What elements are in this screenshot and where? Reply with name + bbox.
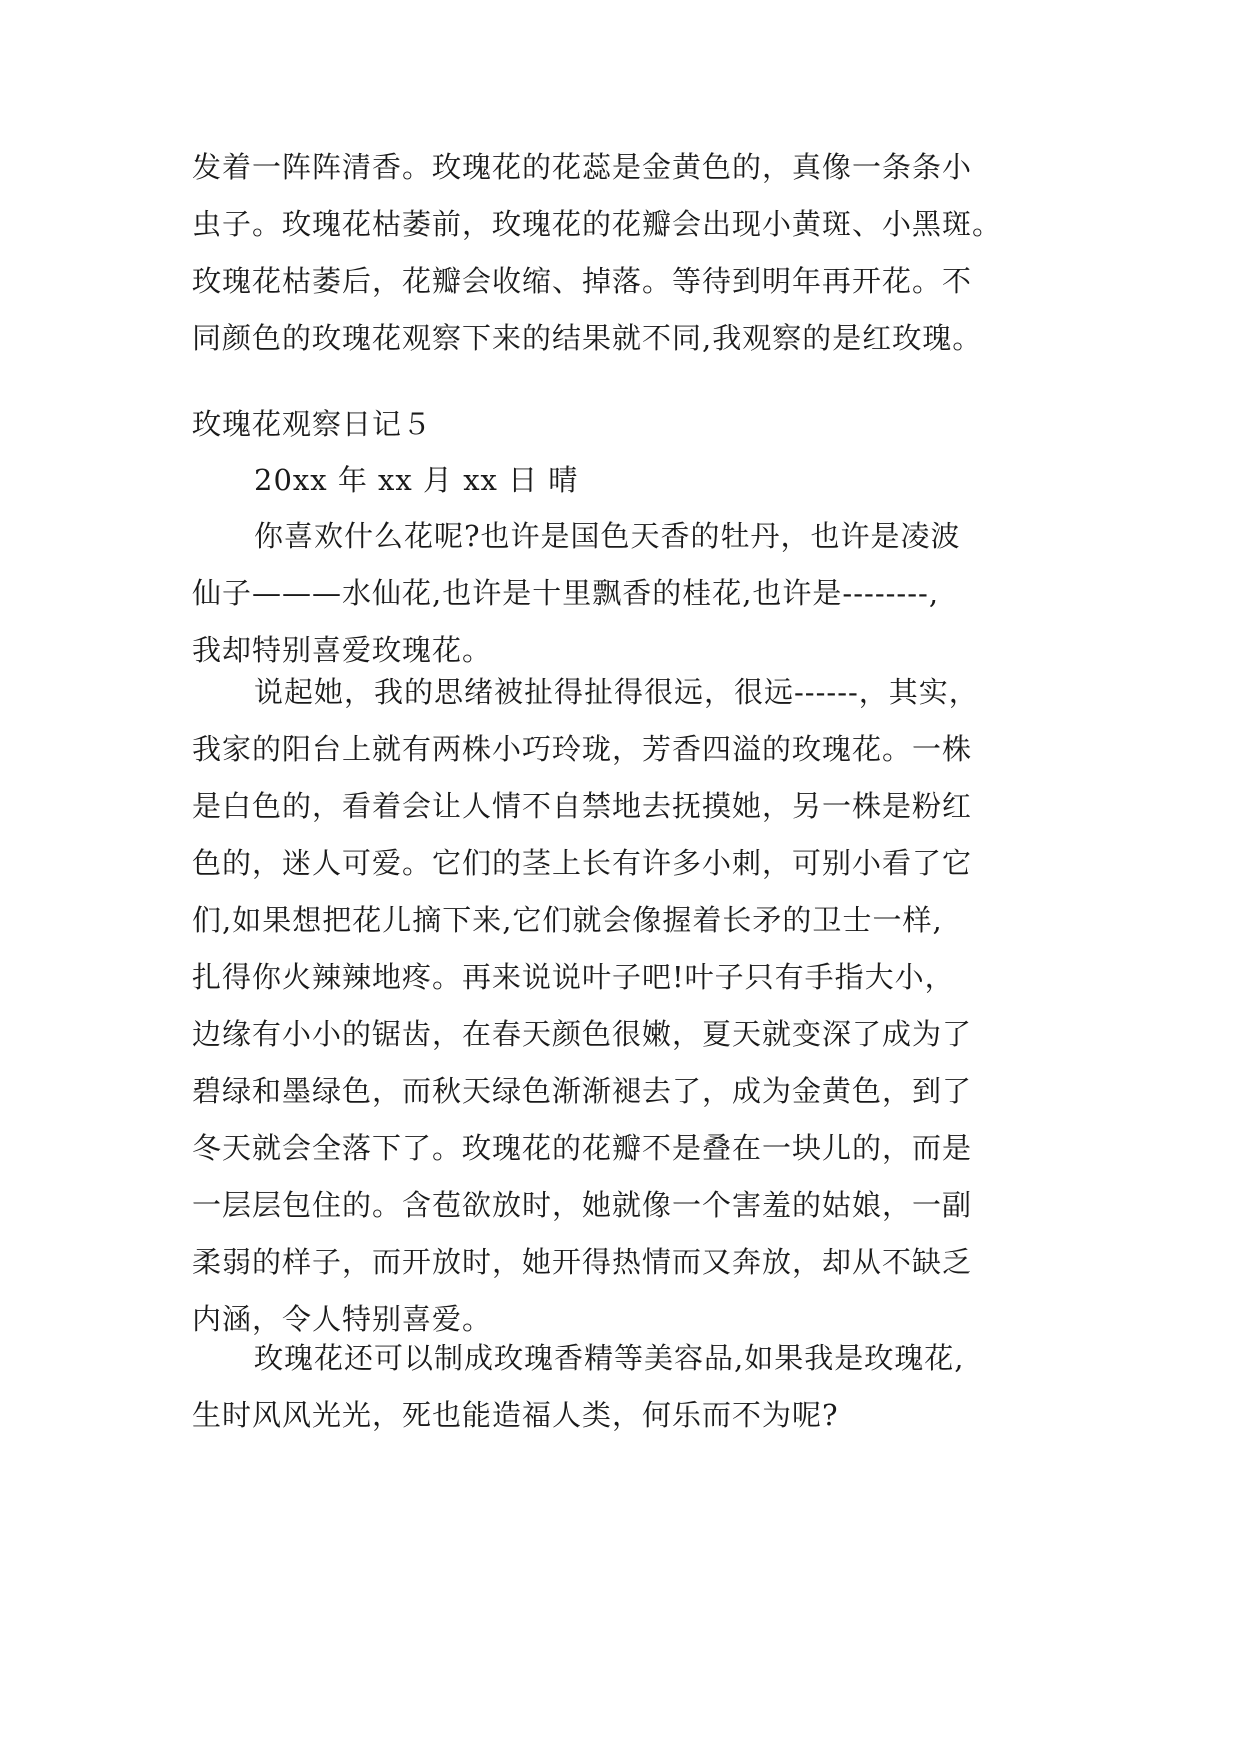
text-line: 发着一阵阵清香。玫瑰花的花蕊是金黄色的，真像一条条小 — [192, 150, 973, 184]
text-line: 虫子。玫瑰花枯萎前，玫瑰花的花瓣会出现小黄斑、小黑斑。 — [192, 207, 1003, 241]
text-line: 一层层包住的。含苞欲放时，她就像一个害羞的姑娘，一副 — [192, 1188, 973, 1222]
paragraph-2 — [192, 664, 1052, 1348]
diary-title: 玫瑰花观察日记５ — [192, 407, 433, 441]
text-line: 冬天就会全落下了。玫瑰花的花瓣不是叠在一块儿的，而是 — [192, 1131, 973, 1165]
text-line: 生时风风光光，死也能造福人类，何乐而不为呢? — [192, 1398, 839, 1432]
section-title — [192, 396, 1052, 453]
date-line-block — [192, 452, 1052, 509]
text-line: 我家的阳台上就有两株小巧玲珑，芳香四溢的玫瑰花。一株 — [192, 732, 973, 766]
text-line: 柔弱的样子，而开放时，她开得热情而又奔放，却从不缺乏 — [192, 1245, 973, 1279]
text-line: 玫瑰花枯萎后，花瓣会收缩、掉落。等待到明年再开花。不 — [192, 264, 973, 298]
text-line: 扎得你火辣辣地疼。再来说说叶子吧!叶子只有手指大小， — [192, 960, 955, 994]
diary-date-line: 20xx 年 xx 月 xx 日 晴 — [254, 463, 579, 497]
paragraph-1 — [192, 508, 1052, 679]
text-line: 仙子———水仙花,也许是十里飘香的桂花,也许是--------, — [192, 576, 940, 610]
continuation-paragraph — [192, 139, 1052, 367]
text-line: 你喜欢什么花呢?也许是国色天香的牡丹，也许是凌波 — [254, 519, 961, 553]
text-line: 玫瑰花还可以制成玫瑰香精等美容品,如果我是玫瑰花, — [254, 1341, 965, 1375]
text-line: 边缘有小小的锯齿，在春天颜色很嫩，夏天就变深了成为了 — [192, 1017, 973, 1051]
text-line: 是白色的，看着会让人情不自禁地去抚摸她，另一株是粉红 — [192, 789, 973, 823]
text-line: 们,如果想把花儿摘下来,它们就会像握着长矛的卫士一样, — [192, 903, 943, 937]
text-line: 色的，迷人可爱。它们的茎上长有许多小刺，可别小看了它 — [192, 846, 973, 880]
text-line: 我却特别喜爱玫瑰花。 — [192, 633, 493, 667]
text-line: 同颜色的玫瑰花观察下来的结果就不同,我观察的是红玫瑰。 — [192, 321, 983, 355]
text-line: 内涵，令人特别喜爱。 — [192, 1302, 493, 1336]
paragraph-3 — [192, 1330, 1052, 1444]
text-line: 说起她，我的思绪被扯得扯得很远，很远------，其实， — [254, 675, 979, 709]
text-line: 碧绿和墨绿色，而秋天绿色渐渐褪去了，成为金黄色，到了 — [192, 1074, 973, 1108]
